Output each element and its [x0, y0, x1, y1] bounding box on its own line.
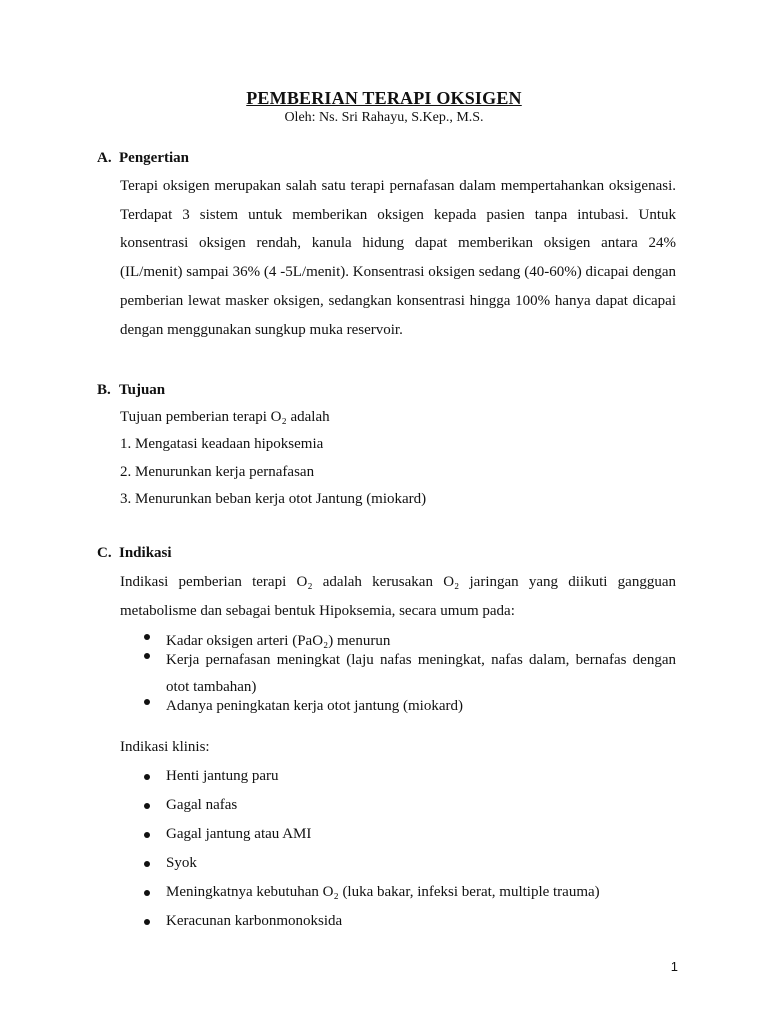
section-a-paragraph: Terapi oksigen merupakan salah satu terapi pernafasan dalam mempertahankan oksigenasi. Terdapat 3 sistem untuk memberikan oksigen kepada pasien tanpa intubasi. Untuk konsentrasi oksigen rendah, kanula hidung dapat memberikan oksigen antara 24% (IL/menit) sampai 36% (4 -5L/menit). Konsentrasi oksigen sedang (40-60%) dicapai dengan pemberian lewat masker oksigen, sedangkan konsentrasi hingga 100% hanya dapat dicapai dengan menggunakan sungkup muka reservoir. [120, 178, 676, 338]
document-title: PEMBERIAN TERAPI OKSIGEN [246, 88, 522, 108]
bullet-icon [144, 634, 150, 640]
section-c-letter: C. [97, 545, 112, 561]
section-b-letter: B. [97, 382, 111, 398]
section-c-heading [97, 545, 172, 562]
bullet-text: Meningkatnya kebutuhan O₂ (luka bakar, infeksi berat, multiple trauma) [166, 884, 600, 900]
bullet-text: Keracunan karbonmonoksida [166, 913, 343, 929]
bullet-icon [144, 774, 150, 780]
section-b-intro: Tujuan pemberian terapi O₂ adalah [120, 409, 330, 425]
bullet-text: Kerja pernafasan meningkat (laju nafas meningkat, nafas dalam, bernafas dengan otot tambahan) [166, 652, 676, 695]
section-a-title: Pengertian [119, 150, 189, 166]
bullet-icon [144, 861, 150, 867]
bullet-icon [144, 832, 150, 838]
bullet-text: Gagal nafas [166, 797, 238, 813]
bullet-item [166, 768, 278, 785]
section-b-heading [97, 382, 165, 399]
clinical-indications-label: Indikasi klinis: [120, 739, 210, 755]
bullet-item [166, 797, 237, 814]
page-number: 1 [670, 959, 678, 974]
bullet-item [166, 826, 311, 843]
section-c-intro: Indikasi pemberian terapi O₂ adalah kerusakan O₂ jaringan yang diikuti gangguan metabolisme dan sebagai bentuk Hipoksemia, secara umum pada: [120, 574, 676, 619]
list-item: 1. Mengatasi keadaan hipoksemia [120, 436, 324, 452]
section-a-heading [97, 150, 189, 167]
bullet-text: Kadar oksigen arteri (PaO₂) menurun [166, 633, 391, 649]
bullet-icon [144, 803, 150, 809]
author-line: Oleh: Ns. Sri Rahayu, S.Kep., M.S. [284, 110, 484, 125]
bullet-icon [144, 653, 150, 659]
bullet-item [166, 884, 600, 901]
list-item: 2. Menurunkan kerja pernafasan [120, 464, 315, 480]
section-b-title: Tujuan [119, 382, 166, 398]
bullet-icon [144, 890, 150, 896]
bullet-text: Adanya peningkatan kerja otot jantung (miokard) [166, 698, 463, 714]
bullet-text: Henti jantung paru [166, 768, 279, 784]
bullet-icon [144, 919, 150, 925]
bullet-icon [144, 699, 150, 705]
bullet-item [166, 913, 342, 930]
section-a-letter: A. [97, 150, 112, 166]
bullet-item [166, 855, 197, 872]
bullet-text: Syok [166, 855, 197, 871]
list-item: 3. Menurunkan beban kerja otot Jantung (miokard) [120, 491, 427, 507]
section-c-title: Indikasi [119, 545, 172, 561]
bullet-item [166, 693, 676, 720]
bullet-text: Gagal jantung atau AMI [166, 826, 312, 842]
